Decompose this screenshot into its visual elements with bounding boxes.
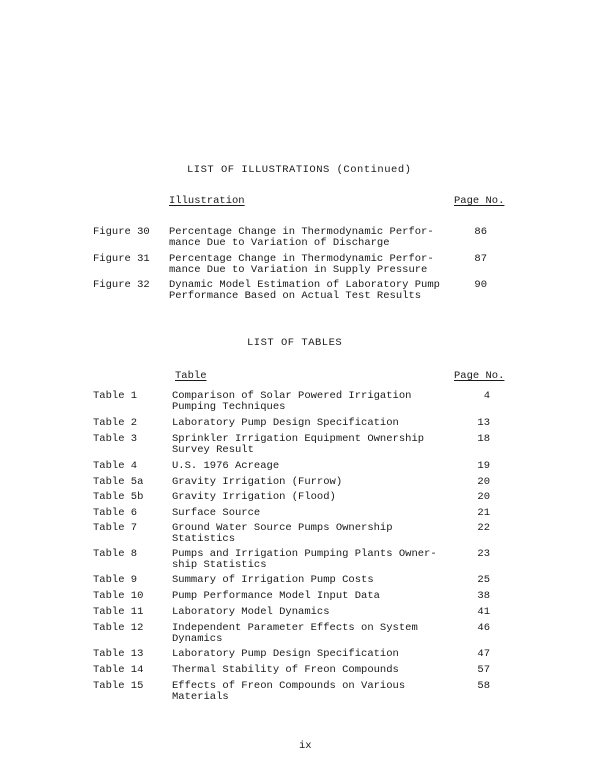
entry-title-line: Effects of Freon Compounds on Various xyxy=(172,680,406,692)
entry-title-line: Laboratory Model Dynamics xyxy=(172,606,330,618)
entry-label: Figure 30 xyxy=(93,226,150,238)
entry-page-number: 47 xyxy=(477,648,490,660)
entry-page-number: 38 xyxy=(477,590,490,602)
entry-title-line: Performance Based on Actual Test Results xyxy=(169,290,422,302)
entry-page-number: 23 xyxy=(477,548,490,560)
page-number: ix xyxy=(299,740,312,752)
entry-title-line: Ground Water Source Pumps Ownership xyxy=(172,522,393,534)
entry-page-number: 46 xyxy=(477,622,490,634)
tables-title: LIST OF TABLES xyxy=(247,337,343,349)
entry-title-line: Materials xyxy=(172,691,229,703)
entry-label: Table 7 xyxy=(93,522,138,534)
entry-label: Table 14 xyxy=(93,664,144,676)
entry-page-number: 41 xyxy=(477,606,490,618)
entry-page-number: 18 xyxy=(477,433,490,445)
entry-label: Table 11 xyxy=(93,606,144,618)
entry-page-number: 57 xyxy=(477,664,490,676)
entry-title-line: Survey Result xyxy=(172,444,254,456)
entry-label: Table 12 xyxy=(93,622,144,634)
entry-title-line: Laboratory Pump Design Specification xyxy=(172,648,399,660)
entry-page-number: 13 xyxy=(477,417,490,429)
entry-label: Table 5a xyxy=(93,476,144,488)
entry-title-line: Surface Source xyxy=(172,507,261,519)
entry-label: Table 13 xyxy=(93,648,144,660)
entry-label: Table 2 xyxy=(93,417,138,429)
entry-title-line: ship Statistics xyxy=(172,559,267,571)
illustrations-title: LIST OF ILLUSTRATIONS (Continued) xyxy=(187,164,412,176)
entry-page-number: 25 xyxy=(477,574,490,586)
entry-title-line: Dynamics xyxy=(172,633,223,645)
entry-title-line: Independent Parameter Effects on System xyxy=(172,622,418,634)
entry-title-line: Percentage Change in Thermodynamic Perfor- xyxy=(169,226,434,238)
entry-label: Figure 31 xyxy=(93,253,150,265)
entry-page-number: 58 xyxy=(477,680,490,692)
entry-title-line: Gravity Irrigation (Flood) xyxy=(172,491,336,503)
entry-title-line: Pumps and Irrigation Pumping Plants Owner- xyxy=(172,548,437,560)
entry-title-line: Pumping Techniques xyxy=(172,401,286,413)
entry-title-line: Gravity Irrigation (Furrow) xyxy=(172,476,343,488)
entry-title-line: Dynamic Model Estimation of Laboratory Pump xyxy=(169,279,440,291)
entry-title-line: Thermal Stability of Freon Compounds xyxy=(172,664,399,676)
entry-title-line: Laboratory Pump Design Specification xyxy=(172,417,399,429)
entry-label: Table 15 xyxy=(93,680,144,692)
entry-page-number: 4 xyxy=(483,390,490,402)
tables-page-header: Page No. xyxy=(454,370,505,382)
entry-label: Table 6 xyxy=(93,507,138,519)
entry-page-number: 20 xyxy=(477,476,490,488)
entry-title-line: Statistics xyxy=(172,533,236,545)
entry-title-line: Pump Performance Model Input Data xyxy=(172,590,380,602)
entry-label: Table 9 xyxy=(93,574,138,586)
entry-title-line: Sprinkler Irrigation Equipment Ownership xyxy=(172,433,425,445)
tables-column-header: Table xyxy=(175,370,207,382)
entry-page-number: 87 xyxy=(474,253,487,265)
entry-title-line: Comparison of Solar Powered Irrigation xyxy=(172,390,412,402)
entry-page-number: 90 xyxy=(474,279,487,291)
entry-title-line: Summary of Irrigation Pump Costs xyxy=(172,574,374,586)
entry-title-line: Percentage Change in Thermodynamic Perfor- xyxy=(169,253,434,265)
illustrations-column-header: Illustration xyxy=(169,195,245,207)
entry-label: Table 8 xyxy=(93,548,138,560)
entry-page-number: 19 xyxy=(477,460,490,472)
entry-label: Table 1 xyxy=(93,390,138,402)
entry-page-number: 21 xyxy=(477,507,490,519)
entry-label: Table 4 xyxy=(93,460,138,472)
entry-label: Table 10 xyxy=(93,590,144,602)
entry-page-number: 20 xyxy=(477,491,490,503)
entry-page-number: 86 xyxy=(474,226,487,238)
entry-label: Table 5b xyxy=(93,491,144,503)
illustrations-page-header: Page No. xyxy=(454,195,505,207)
entry-title-line: mance Due to Variation in Supply Pressure xyxy=(169,264,428,276)
entry-label: Table 3 xyxy=(93,433,138,445)
entry-title-line: U.S. 1976 Acreage xyxy=(172,460,280,472)
entry-title-line: mance Due to Variation of Discharge xyxy=(169,237,390,249)
entry-page-number: 22 xyxy=(477,522,490,534)
entry-label: Figure 32 xyxy=(93,279,150,291)
